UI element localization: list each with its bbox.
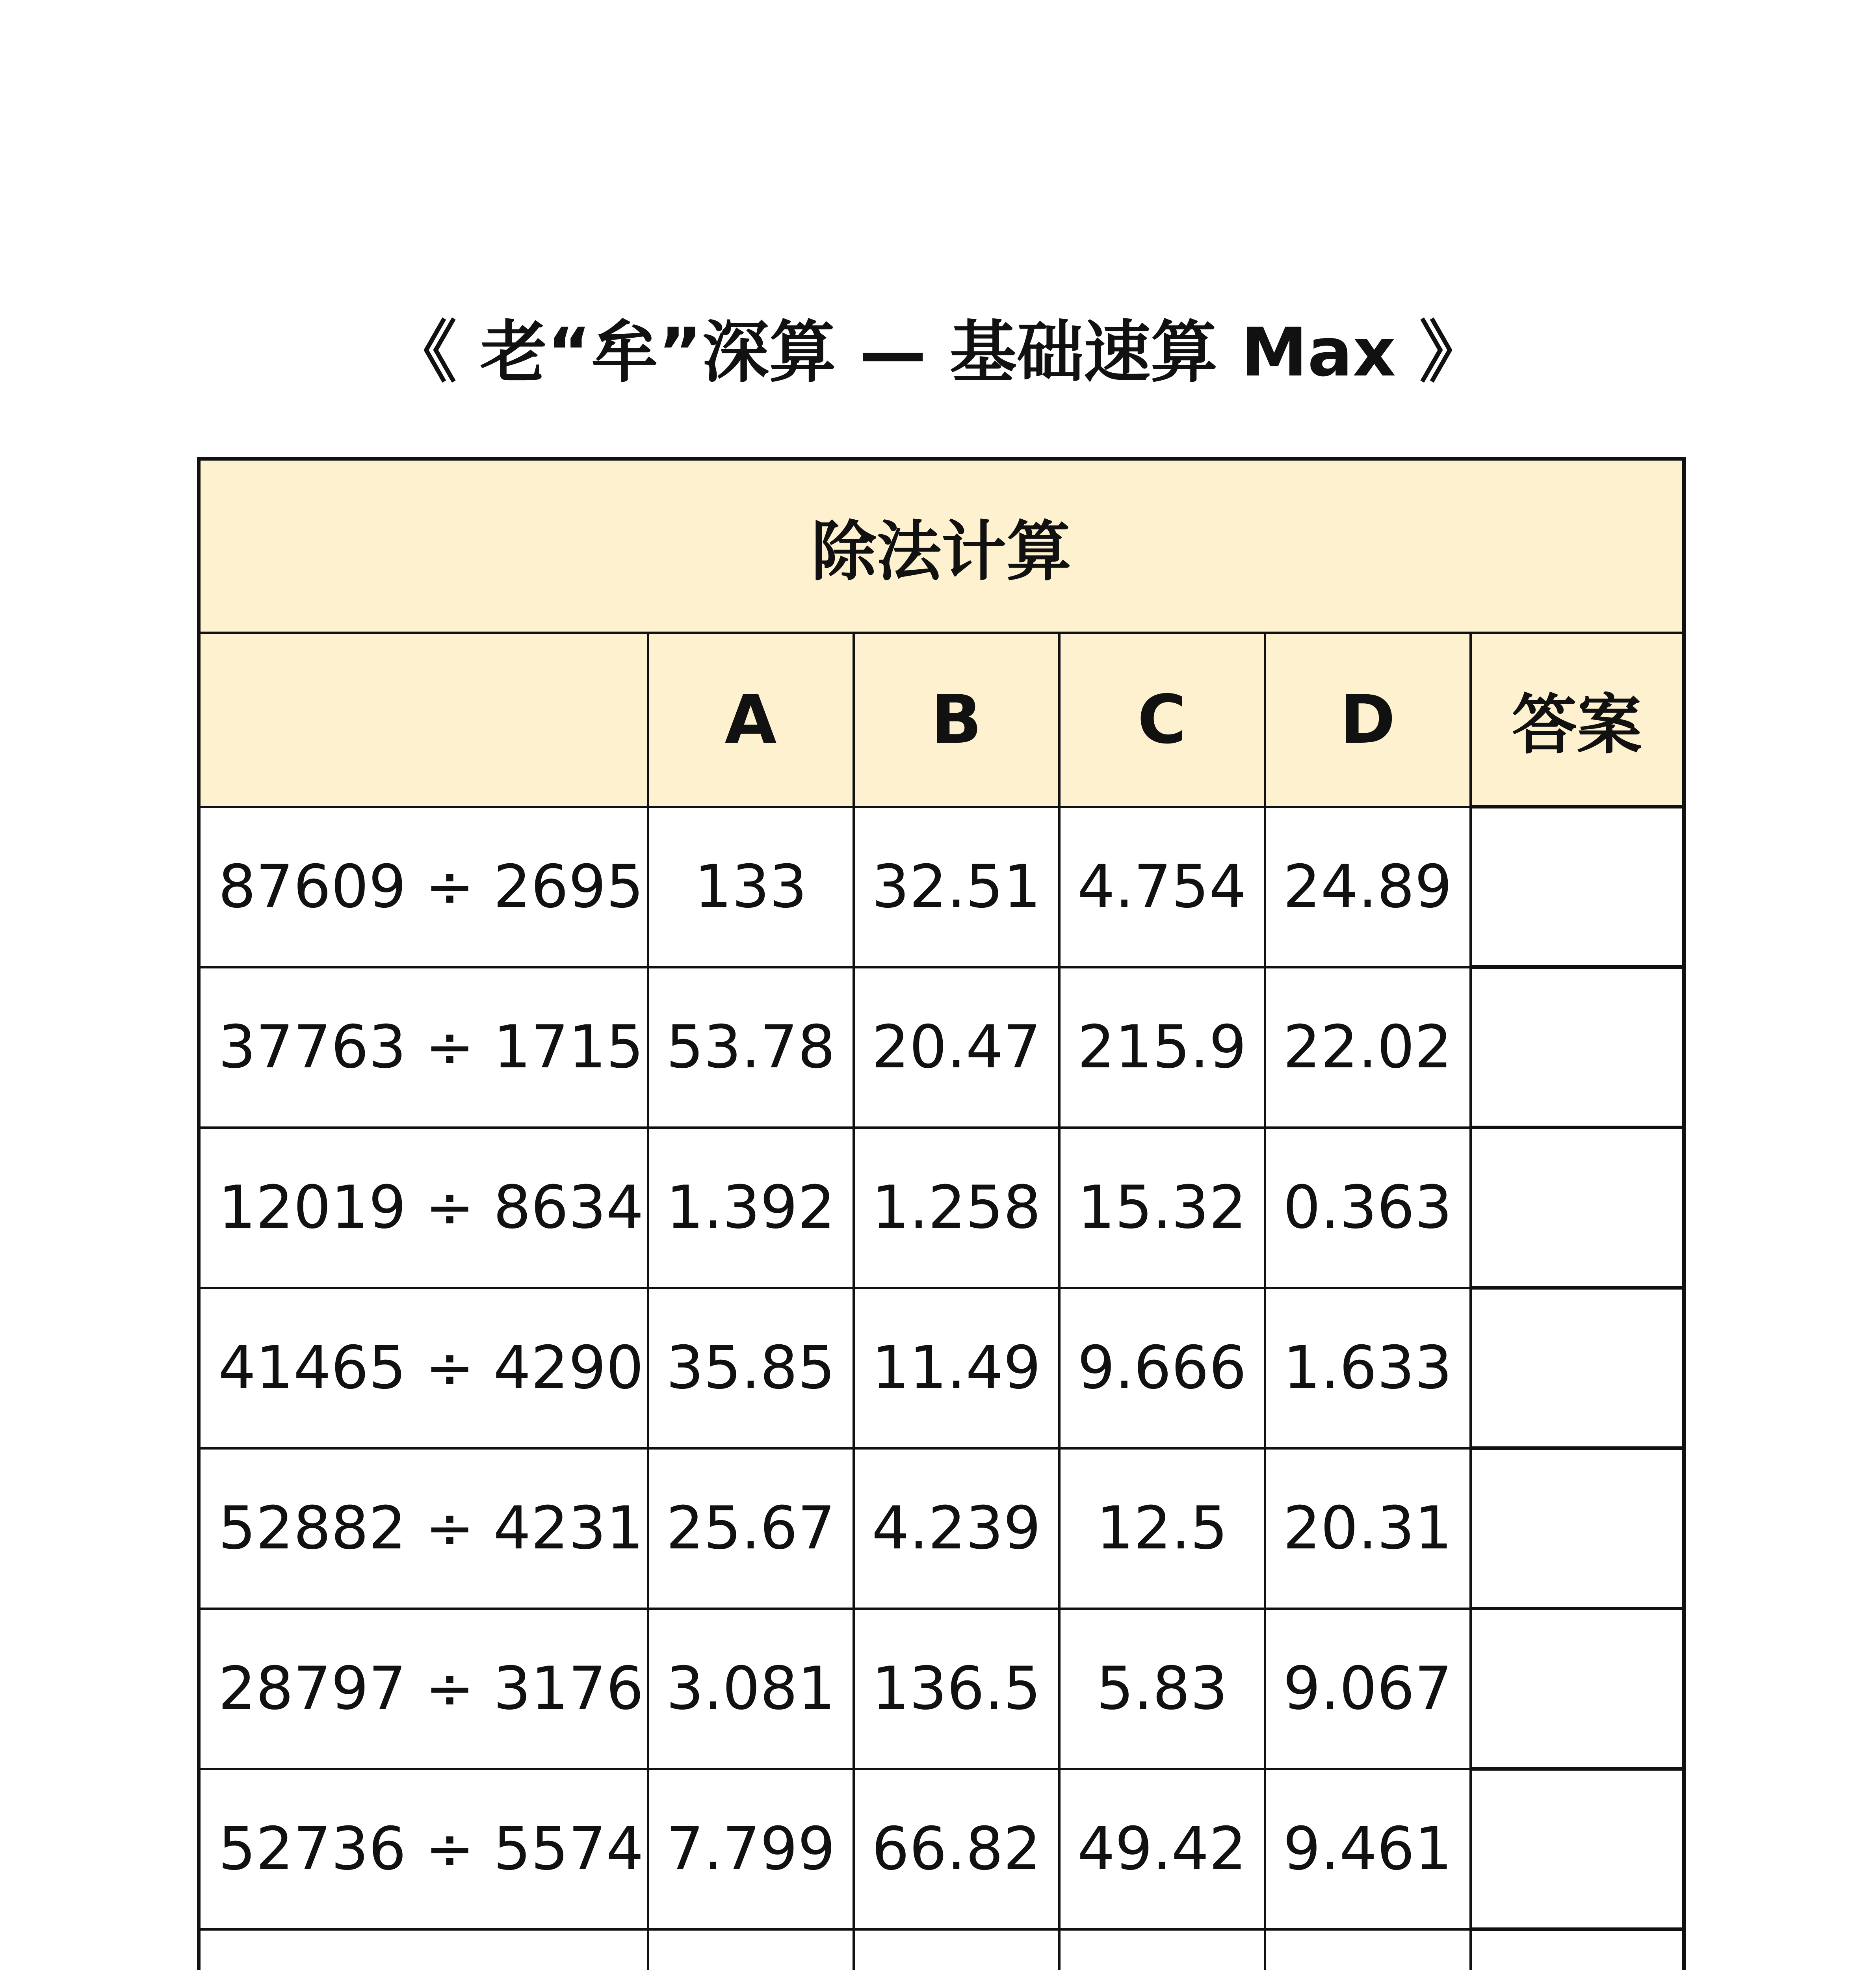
option-a-cell: 35.85	[648, 1288, 854, 1448]
table-row	[199, 1929, 1684, 1970]
table-row	[199, 1288, 1684, 1448]
option-c-cell: 215.9	[1059, 967, 1265, 1128]
option-c-cell: 15.32	[1059, 1128, 1265, 1288]
option-a-cell: 53.78	[648, 967, 854, 1128]
answer-field[interactable]	[1471, 1128, 1684, 1288]
table-row	[199, 807, 1684, 967]
option-c-cell: 9.666	[1059, 1288, 1265, 1448]
table-row	[199, 1128, 1684, 1288]
column-header-row	[199, 633, 1684, 807]
option-a-cell	[648, 1929, 854, 1970]
option-c-cell: 12.5	[1059, 1448, 1265, 1609]
option-c-cell: 4.754	[1059, 807, 1265, 967]
column-header-c: C	[1059, 633, 1265, 807]
problem-cell: 52736 ÷ 5574	[199, 1769, 648, 1929]
option-a-cell: 3.081	[648, 1609, 854, 1769]
option-a-cell: 1.392	[648, 1128, 854, 1288]
column-header-a: A	[648, 633, 854, 807]
option-d-cell: 1.633	[1265, 1288, 1471, 1448]
option-a-cell: 133	[648, 807, 854, 967]
answer-field[interactable]	[1471, 1448, 1684, 1609]
option-a-cell: 25.67	[648, 1448, 854, 1609]
column-header-d: D	[1265, 633, 1471, 807]
table-row	[199, 1448, 1684, 1609]
answer-field[interactable]	[1471, 1929, 1684, 1970]
section-title: 除法计算	[199, 459, 1684, 633]
option-c-cell: 5.83	[1059, 1609, 1265, 1769]
page-title: 《 老“牟”深算 — 基础速算 Max 》	[390, 314, 1486, 392]
problem-cell: 52882 ÷ 4231	[199, 1448, 648, 1609]
option-b-cell: 66.82	[854, 1769, 1059, 1929]
table-row	[199, 1769, 1684, 1929]
answer-field[interactable]	[1471, 1609, 1684, 1769]
option-a-cell: 7.799	[648, 1769, 854, 1929]
problem-cell: 41465 ÷ 4290	[199, 1288, 648, 1448]
option-d-cell: 24.89	[1265, 807, 1471, 967]
option-d-cell: 9.461	[1265, 1769, 1471, 1929]
table-row	[199, 1609, 1684, 1769]
option-d-cell: 22.02	[1265, 967, 1471, 1128]
column-header-answer: 答案	[1471, 633, 1684, 807]
answer-field[interactable]	[1471, 1769, 1684, 1929]
problem-cell: 28797 ÷ 3176	[199, 1609, 648, 1769]
column-header-problem	[199, 633, 648, 807]
option-d-cell: 0.363	[1265, 1128, 1471, 1288]
option-b-cell	[854, 1929, 1059, 1970]
option-d-cell: 20.31	[1265, 1448, 1471, 1609]
option-b-cell: 20.47	[854, 967, 1059, 1128]
answer-field[interactable]	[1471, 967, 1684, 1128]
option-b-cell: 11.49	[854, 1288, 1059, 1448]
option-c-cell	[1059, 1929, 1265, 1970]
option-b-cell: 32.51	[854, 807, 1059, 967]
answer-field[interactable]	[1471, 1288, 1684, 1448]
problem-cell	[199, 1929, 648, 1970]
option-b-cell: 1.258	[854, 1128, 1059, 1288]
problem-cell: 37763 ÷ 1715	[199, 967, 648, 1128]
option-b-cell: 136.5	[854, 1609, 1059, 1769]
option-d-cell	[1265, 1929, 1471, 1970]
option-d-cell: 9.067	[1265, 1609, 1471, 1769]
problem-rows	[199, 807, 1684, 1970]
table-row	[199, 967, 1684, 1128]
problem-cell: 87609 ÷ 2695	[199, 807, 648, 967]
option-b-cell: 4.239	[854, 1448, 1059, 1609]
division-worksheet-table	[197, 457, 1686, 1970]
option-c-cell: 49.42	[1059, 1769, 1265, 1929]
column-header-b: B	[854, 633, 1059, 807]
answer-field[interactable]	[1471, 807, 1684, 967]
problem-cell: 12019 ÷ 8634	[199, 1128, 648, 1288]
